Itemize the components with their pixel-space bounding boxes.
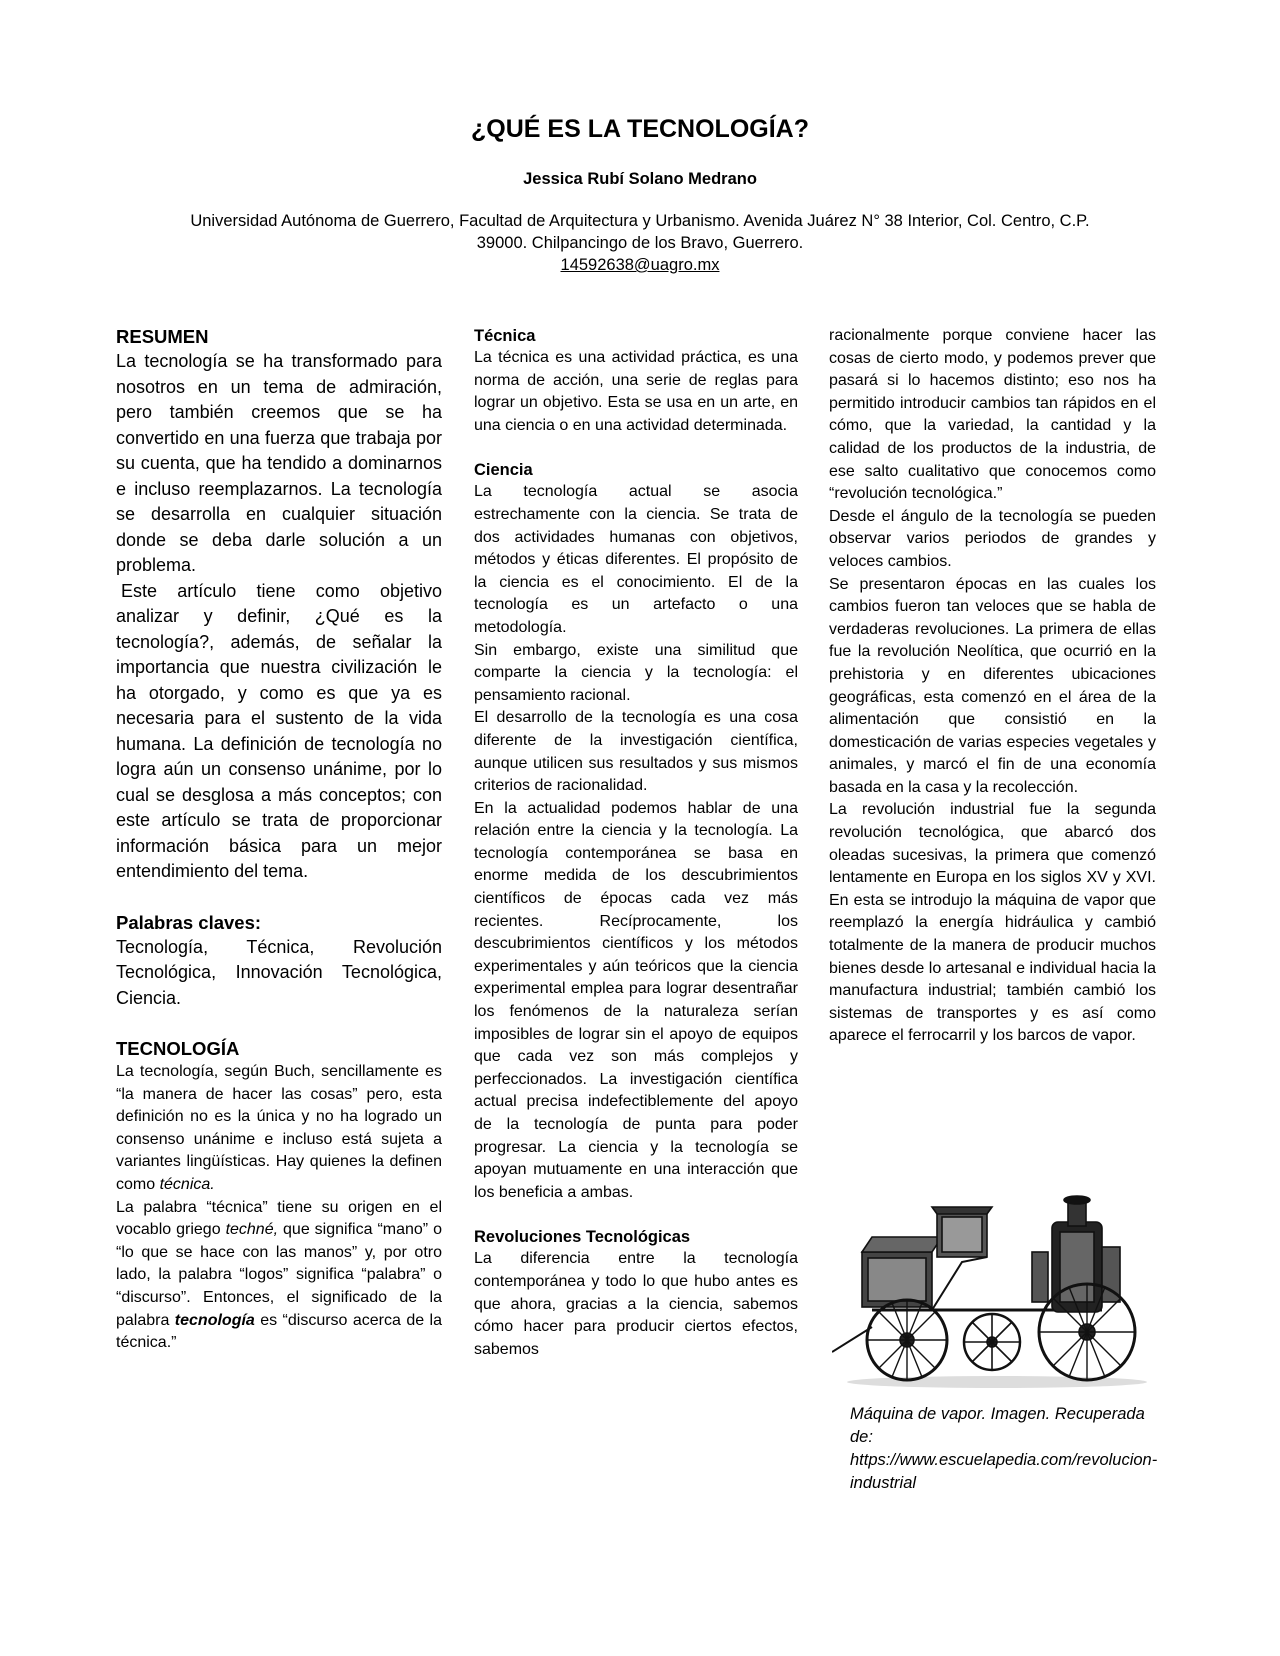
author-name: Jessica Rubí Solano Medrano: [523, 170, 757, 188]
column-1: [116, 325, 442, 1355]
resumen-paragraph-2: Este artículo tiene como objetivo analizar y definir, ¿Qué es la tecnología?, además, de señalar la importancia que nuestra civilización le ha otorgado, y como es que ya es necesaria para el sustento de la vida humana. La definición de tecnología no logra aún un consenso unánime, por lo cual se desglosa a más conceptos; con este artículo se trata de proporcionar información básica para un mejor entendimiento del tema.: [116, 580, 442, 881]
tecnologia-paragraph-2: La palabra “técnica” tiene su origen en el vocablo griego techné, que significa “mano” o “lo que se hace con las manos” y, por otro lado, la palabra “logos” significa “palabra” o “discurso”. Entonces, el significado de la palabra tecnología es “discurso acerca de la técnica.”: [116, 1198, 442, 1352]
revoluciones-heading: Revoluciones Tecnológicas: [474, 1228, 691, 1247]
column-3: [829, 325, 1156, 1048]
ciencia-heading: Ciencia: [474, 461, 533, 480]
tecnologia-paragraph-1: La tecnología, según Buch, sencillamente es “la manera de hacer las cosas” pero, esta definición no es la única y no ha logrado un consenso unánime e incluso está sujeta a variantes lingüísticas. Hay quienes la definen como técnica.: [116, 1063, 442, 1193]
col3-paragraph-4: La revolución industrial fue la segunda revolución tecnológica, que abarcó dos oleadas sucesivas, la primera que comenzó lentamente en Europa en los siglos XV y XVI. En esta se introdujo la máquina de vapor que reemplazó la energía hidráulica y cambió totalmente de la manera de producir muchos bienes desde lo artesanal e individual hacia la manufactura industrial; también cambió los sistemas de transportes y es así como aparece el ferrocarril y los barcos de vapor.: [829, 801, 1156, 1045]
ciencia-paragraph-4: En la actualidad podemos hablar de una relación entre la ciencia y la tecnología. La tecnología contemporánea se basa en enorme medida de los descubrimientos científicos de épocas cada vez más recientes. Recíprocamente, los descubrimientos científicos y los métodos experimentales y aún teóricos que la ciencia experimental emplea para lograr desentrañar los fenómenos de la naturaleza serían imposibles de lograr sin el apoyo de equipos que cada vez son más complejos y perfeccionados. La investigación científica actual precisa indefectiblemente del apoyo de la tecnología de punta para poder progresar. La ciencia y la tecnología se apoyan mutuamente en una interacción que los beneficia a ambas.: [474, 799, 798, 1201]
steam-engine-illustration: [832, 1192, 1154, 1392]
figure-caption: Máquina de vapor. Imagen. Recuperada de: https://www.escuelapedia.com/revolucion-industrial: [850, 1405, 1158, 1492]
keywords-text: Tecnología, Técnica, Revolución Tecnológica, Innovación Tecnológica, Ciencia.: [116, 936, 442, 1008]
resumen-heading: RESUMEN: [116, 326, 209, 347]
affiliation-line-2: 39000. Chilpancingo de los Bravo, Guerrero.: [476, 234, 804, 252]
ciencia-paragraph-3: El desarrollo de la tecnología es una cosa diferente de la investigación científica, aunque utilicen sus resultados y sus mismos criterios de racionalidad.: [474, 709, 798, 795]
ciencia-paragraph-1: La tecnología actual se asocia estrechamente con la ciencia. Se trata de dos actividades humanas con objetivos, métodos y éticas diferentes. El propósito de la ciencia es el conocimiento. El de la tecnología es un artefacto o una metodología.: [474, 483, 798, 636]
tecnica-paragraph: La técnica es una actividad práctica, es una norma de acción, una serie de reglas para lograr un objetivo. Esta se usa en un arte, en una ciencia o en una actividad determinada.: [474, 349, 798, 434]
column-2: [474, 325, 798, 1361]
ciencia-paragraph-2: Sin embargo, existe una similitud que comparte la ciencia y la tecnología: el pensamiento racional.: [474, 641, 798, 704]
col3-paragraph-3: Se presentaron épocas en las cuales los cambios fueron tan veloces que se habla de verdaderas revoluciones. La primera de ellas fue la revolución Neolítica, que ocurrió en la prehistoria y en diferentes ubicaciones geográficas, esta comenzó en el área de la alimentación que consistió en la domesticación de varias especies vegetales y animales, y marcó el fin de una economía basada en la casa y la recolección.: [829, 575, 1156, 796]
resumen-paragraph-1: La tecnología se ha transformado para nosotros en un tema de admiración, pero también creemos que se ha convertido en una fuerza que trabaja por su cuenta, que ha tendido a dominarnos e incluso reemplazarnos. La tecnología se desarrolla en cualquier situación donde se deba darle solución a un problema.: [116, 351, 442, 575]
affiliation-line-1: Universidad Autónoma de Guerrero, Facultad de Arquitectura y Urbanismo. Avenida Juárez N° 38 Interior, Col. Centro, C.P.: [190, 212, 1090, 230]
page-title: ¿QUÉ ES LA TECNOLOGÍA?: [471, 115, 809, 143]
keywords-heading: Palabras claves:: [116, 911, 262, 933]
author-email-link[interactable]: 14592638@uagro.mx: [560, 256, 720, 274]
col3-paragraph-1: racionalmente porque conviene hacer las cosas de cierto modo, y podemos prever que pasará si lo hacemos distinto; eso nos ha permitido introducir cambios tan rápidos en el cómo, que la variedad, la cantidad y la calidad de los productos de la industria, de ese salto cualitativo que conocemos como “revolución tecnológica.”: [829, 327, 1156, 503]
tecnica-heading: Técnica: [474, 327, 536, 345]
revoluciones-paragraph: La diferencia entre la tecnología contemporánea y todo lo que hubo antes es que ahora, gracias a la ciencia, sabemos cómo hacer para producir ciertos efectos, sabemos: [474, 1250, 798, 1358]
col3-paragraph-2: Desde el ángulo de la tecnología se pueden observar varios periodos de grandes y veloces cambios.: [829, 507, 1156, 570]
tecnologia-heading: TECNOLOGÍA: [116, 1038, 240, 1059]
affiliation: [100, 210, 1180, 276]
